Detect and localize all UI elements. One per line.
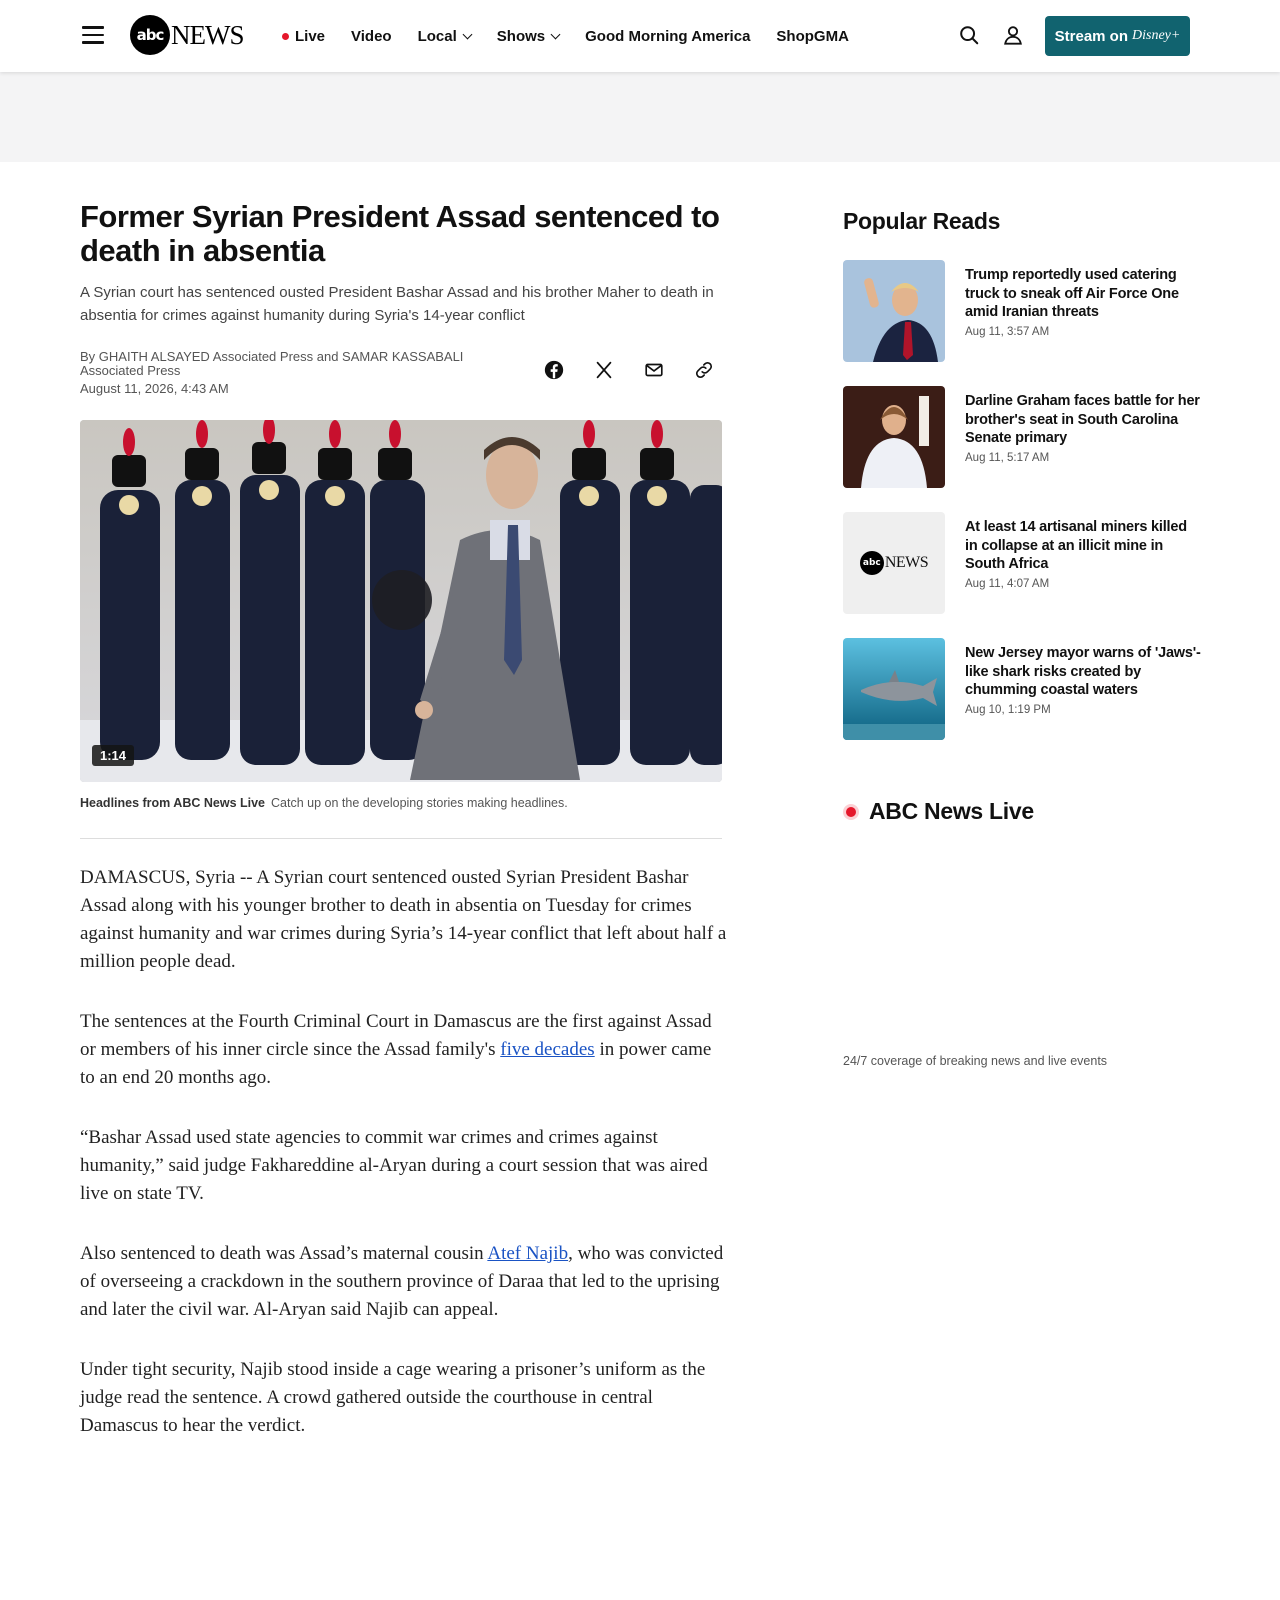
search-icon[interactable] bbox=[958, 24, 980, 46]
x-share-icon[interactable] bbox=[593, 359, 615, 381]
popular-thumb: abc NEWS bbox=[843, 512, 945, 614]
popular-item-title: New Jersey mayor warns of 'Jaws'-like shark risks created by chumming coastal waters bbox=[965, 645, 1201, 698]
body-paragraph: The sentences at the Fourth Criminal Court in Damascus are the first against Assad or members of his inner circle since the Assad family's five decades in power came to an end 20 months ago. bbox=[80, 1011, 712, 1088]
nav-local[interactable]: Local bbox=[418, 28, 471, 45]
ad-banner-space bbox=[0, 72, 1280, 162]
facebook-share-icon[interactable] bbox=[543, 359, 565, 381]
popular-item-time: Aug 11, 5:17 AM bbox=[965, 452, 1050, 464]
article-dek: A Syrian court has sentenced ousted President Bashar Assad and his brother Maher to death in absentia for crimes against humanity during Syria's 14-year conflict bbox=[80, 284, 714, 324]
live-dot-icon bbox=[282, 33, 289, 40]
nav-gma[interactable]: Good Morning America bbox=[585, 27, 751, 45]
nav-shows[interactable]: Shows bbox=[497, 28, 559, 45]
popular-item-title: Trump reportedly used catering truck to sneak off Air Force One amid Iranian threats bbox=[965, 267, 1179, 320]
popular-item[interactable] bbox=[843, 260, 1203, 362]
play-button[interactable] bbox=[372, 570, 432, 630]
nav-live[interactable]: Live bbox=[282, 28, 325, 45]
atef-najib-link[interactable]: Atef Najib bbox=[487, 1243, 569, 1264]
user-icon[interactable] bbox=[1002, 24, 1024, 46]
popular-item-title: At least 14 artisanal miners killed in collapse at an illicit mine in South Africa bbox=[965, 519, 1187, 572]
video-player[interactable] bbox=[80, 420, 722, 782]
logo-mark: abc bbox=[130, 15, 170, 55]
popular-item[interactable] bbox=[843, 386, 1203, 488]
abc-news-live-heading[interactable]: ABC News Live bbox=[843, 798, 1034, 825]
nav-video[interactable]: Video bbox=[351, 27, 392, 45]
site-header bbox=[0, 0, 1280, 72]
popular-item-title: Darline Graham faces battle for her brother's seat in South Carolina Senate primary bbox=[965, 393, 1200, 446]
menu-icon[interactable] bbox=[82, 26, 104, 44]
live-indicator-icon bbox=[843, 804, 859, 820]
popular-item[interactable] bbox=[843, 638, 1203, 740]
body-paragraph: “Bashar Assad used state agencies to commit war crimes and crimes against humanity,” said judge Fakhareddine al-Aryan during a court session that was aired live on state TV. bbox=[80, 1127, 708, 1204]
popular-thumb bbox=[843, 386, 945, 488]
caption-text: Catch up on the developing stories making headlines. bbox=[271, 796, 568, 810]
email-share-icon[interactable] bbox=[643, 359, 665, 381]
logo-word: NEWS bbox=[171, 19, 244, 50]
divider bbox=[80, 838, 722, 839]
abc-news-live-subtitle: 24/7 coverage of breaking news and live events bbox=[843, 1054, 1108, 1068]
popular-item[interactable] bbox=[843, 512, 1203, 614]
popular-item-time: Aug 10, 1:19 PM bbox=[965, 704, 1051, 716]
popular-thumb bbox=[843, 260, 945, 362]
copy-link-icon[interactable] bbox=[693, 359, 715, 381]
article-headline: Former Syrian President Assad sentenced to death in absentia bbox=[80, 199, 720, 268]
article-byline: By GHAITH ALSAYED Associated Press and SAMAR KASSABALI Associated Press bbox=[80, 349, 464, 378]
popular-item-time: Aug 11, 4:07 AM bbox=[965, 578, 1050, 590]
video-duration: 1:14 bbox=[92, 745, 134, 766]
caption-title: Headlines from ABC News Live bbox=[80, 796, 266, 810]
video-caption bbox=[80, 796, 568, 810]
popular-reads-title: Popular Reads bbox=[843, 208, 1001, 234]
body-paragraph: Under tight security, Najib stood inside a cage wearing a prisoner’s uniform as the judge read the sentence. A crowd gathered outside the courthouse in central Damascus to hear the verdict. bbox=[80, 1359, 706, 1436]
article-body bbox=[80, 864, 730, 1472]
five-decades-link[interactable]: five decades bbox=[500, 1039, 595, 1060]
chevron-down-icon bbox=[462, 29, 472, 39]
popular-thumb bbox=[843, 638, 945, 740]
chevron-down-icon bbox=[551, 29, 561, 39]
body-paragraph: Also sentenced to death was Assad’s maternal cousin Atef Najib, who was convicted of overseeing a crackdown in the southern province of Daraa that led to the uprising and later the civil war. Al-Aryan said Najib can appeal. bbox=[80, 1243, 724, 1320]
article-date: August 11, 2026, 4:43 AM bbox=[80, 381, 229, 396]
main-nav bbox=[282, 0, 875, 72]
stream-on-disney-button[interactable]: Stream on Disney+ bbox=[1045, 16, 1190, 56]
abc-news-logo[interactable] bbox=[130, 15, 244, 55]
body-paragraph: DAMASCUS, Syria -- A Syrian court sentenced ousted Syrian President Bashar Assad along with his younger brother to death in absentia on Tuesday for crimes against humanity and war crimes during Syria’s 14-year conflict that left about half a million people dead. bbox=[80, 867, 727, 972]
popular-item-time: Aug 11, 3:57 AM bbox=[965, 326, 1050, 338]
nav-shopgma[interactable]: ShopGMA bbox=[776, 27, 849, 45]
